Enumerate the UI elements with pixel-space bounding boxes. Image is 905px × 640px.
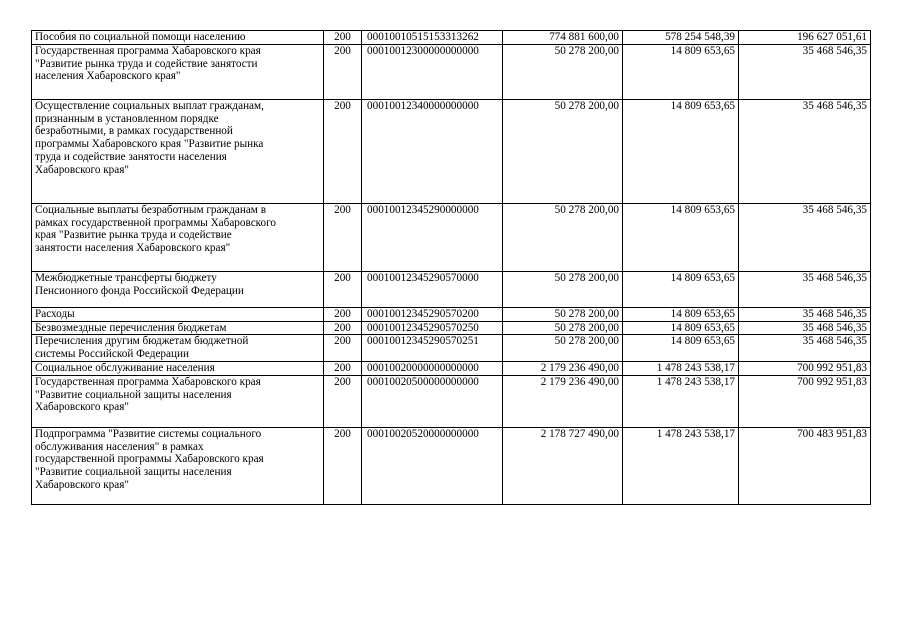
row-executed-cell: 14 809 653,65 bbox=[623, 271, 739, 307]
row-approved-cell: 50 278 200,00 bbox=[503, 335, 623, 362]
table-row bbox=[32, 375, 871, 427]
row-name-cell: Расходы bbox=[32, 307, 324, 321]
row-approved-cell: 50 278 200,00 bbox=[503, 271, 623, 307]
row-name-cell: Осуществление социальных выплат гражданам, признанным в установленном порядке безработными, в рамках государственной программы Хабаровского края "Развитие рынка труда и содействие занятости населения Хабаровского края" bbox=[32, 99, 324, 203]
table-row bbox=[32, 99, 871, 203]
row-name-cell: Безвозмездные перечисления бюджетам bbox=[32, 321, 324, 335]
table-row bbox=[32, 44, 871, 99]
row-approved-cell: 50 278 200,00 bbox=[503, 321, 623, 335]
row-name-cell: Перечисления другим бюджетам бюджетной системы Российской Федерации bbox=[32, 335, 324, 362]
row-unexecuted-cell: 35 468 546,35 bbox=[739, 99, 871, 203]
row-executed-cell: 1 478 243 538,17 bbox=[623, 427, 739, 504]
row-executed-cell: 14 809 653,65 bbox=[623, 99, 739, 203]
row-approved-cell: 50 278 200,00 bbox=[503, 99, 623, 203]
row-code-cell: 200 bbox=[324, 44, 362, 99]
row-name-cell: Государственная программа Хабаровского края "Развитие рынка труда и содействие занятости населения Хабаровского края" bbox=[32, 44, 324, 99]
row-unexecuted-cell: 700 483 951,83 bbox=[739, 427, 871, 504]
row-kbk-cell: 00010012345290570000 bbox=[362, 271, 503, 307]
row-code-cell: 200 bbox=[324, 375, 362, 427]
row-name-cell: Пособия по социальной помощи населению bbox=[32, 31, 324, 45]
row-code-cell: 200 bbox=[324, 427, 362, 504]
budget-execution-table bbox=[31, 30, 871, 505]
row-code-cell: 200 bbox=[324, 99, 362, 203]
row-approved-cell: 2 179 236 490,00 bbox=[503, 375, 623, 427]
row-code-cell: 200 bbox=[324, 361, 362, 375]
row-name-cell: Подпрограмма "Развитие системы социального обслуживания населения" в рамках государственной программы Хабаровского края "Развитие социальной защиты населения Хабаровского края" bbox=[32, 427, 324, 504]
row-executed-cell: 1 478 243 538,17 bbox=[623, 375, 739, 427]
row-kbk-cell: 00010012340000000000 bbox=[362, 99, 503, 203]
row-kbk-cell: 00010012300000000000 bbox=[362, 44, 503, 99]
row-kbk-cell: 00010012345290570200 bbox=[362, 307, 503, 321]
row-unexecuted-cell: 35 468 546,35 bbox=[739, 203, 871, 271]
row-executed-cell: 14 809 653,65 bbox=[623, 307, 739, 321]
table-row bbox=[32, 321, 871, 335]
row-kbk-cell: 00010012345290000000 bbox=[362, 203, 503, 271]
row-kbk-cell: 00010012345290570250 bbox=[362, 321, 503, 335]
row-name-cell: Социальные выплаты безработным гражданам в рамках государственной программы Хабаровского края "Развитие рынка труда и содействие занятости населения Хабаровского края" bbox=[32, 203, 324, 271]
row-name-cell: Социальное обслуживание населения bbox=[32, 361, 324, 375]
row-unexecuted-cell: 35 468 546,35 bbox=[739, 271, 871, 307]
row-unexecuted-cell: 196 627 051,61 bbox=[739, 31, 871, 45]
row-code-cell: 200 bbox=[324, 307, 362, 321]
row-kbk-cell: 00010012345290570251 bbox=[362, 335, 503, 362]
row-unexecuted-cell: 35 468 546,35 bbox=[739, 321, 871, 335]
row-executed-cell: 1 478 243 538,17 bbox=[623, 361, 739, 375]
row-approved-cell: 774 881 600,00 bbox=[503, 31, 623, 45]
row-executed-cell: 14 809 653,65 bbox=[623, 321, 739, 335]
table-row bbox=[32, 271, 871, 307]
row-executed-cell: 14 809 653,65 bbox=[623, 44, 739, 99]
table-row bbox=[32, 427, 871, 504]
row-kbk-cell: 00010020000000000000 bbox=[362, 361, 503, 375]
row-code-cell: 200 bbox=[324, 335, 362, 362]
row-approved-cell: 50 278 200,00 bbox=[503, 203, 623, 271]
table-row bbox=[32, 203, 871, 271]
table-row bbox=[32, 361, 871, 375]
row-kbk-cell: 00010010515153313262 bbox=[362, 31, 503, 45]
row-code-cell: 200 bbox=[324, 31, 362, 45]
row-executed-cell: 14 809 653,65 bbox=[623, 203, 739, 271]
table-row bbox=[32, 307, 871, 321]
row-code-cell: 200 bbox=[324, 321, 362, 335]
row-executed-cell: 578 254 548,39 bbox=[623, 31, 739, 45]
row-executed-cell: 14 809 653,65 bbox=[623, 335, 739, 362]
row-approved-cell: 2 179 236 490,00 bbox=[503, 361, 623, 375]
table-row bbox=[32, 335, 871, 362]
row-approved-cell: 50 278 200,00 bbox=[503, 307, 623, 321]
row-kbk-cell: 00010020500000000000 bbox=[362, 375, 503, 427]
row-unexecuted-cell: 35 468 546,35 bbox=[739, 335, 871, 362]
row-kbk-cell: 00010020520000000000 bbox=[362, 427, 503, 504]
row-unexecuted-cell: 700 992 951,83 bbox=[739, 375, 871, 427]
row-unexecuted-cell: 35 468 546,35 bbox=[739, 44, 871, 99]
row-unexecuted-cell: 700 992 951,83 bbox=[739, 361, 871, 375]
row-approved-cell: 50 278 200,00 bbox=[503, 44, 623, 99]
table-row bbox=[32, 31, 871, 45]
row-unexecuted-cell: 35 468 546,35 bbox=[739, 307, 871, 321]
row-code-cell: 200 bbox=[324, 271, 362, 307]
row-code-cell: 200 bbox=[324, 203, 362, 271]
row-approved-cell: 2 178 727 490,00 bbox=[503, 427, 623, 504]
row-name-cell: Государственная программа Хабаровского края "Развитие социальной защиты населения Хабаровского края" bbox=[32, 375, 324, 427]
row-name-cell: Межбюджетные трансферты бюджету Пенсионного фонда Российской Федерации bbox=[32, 271, 324, 307]
